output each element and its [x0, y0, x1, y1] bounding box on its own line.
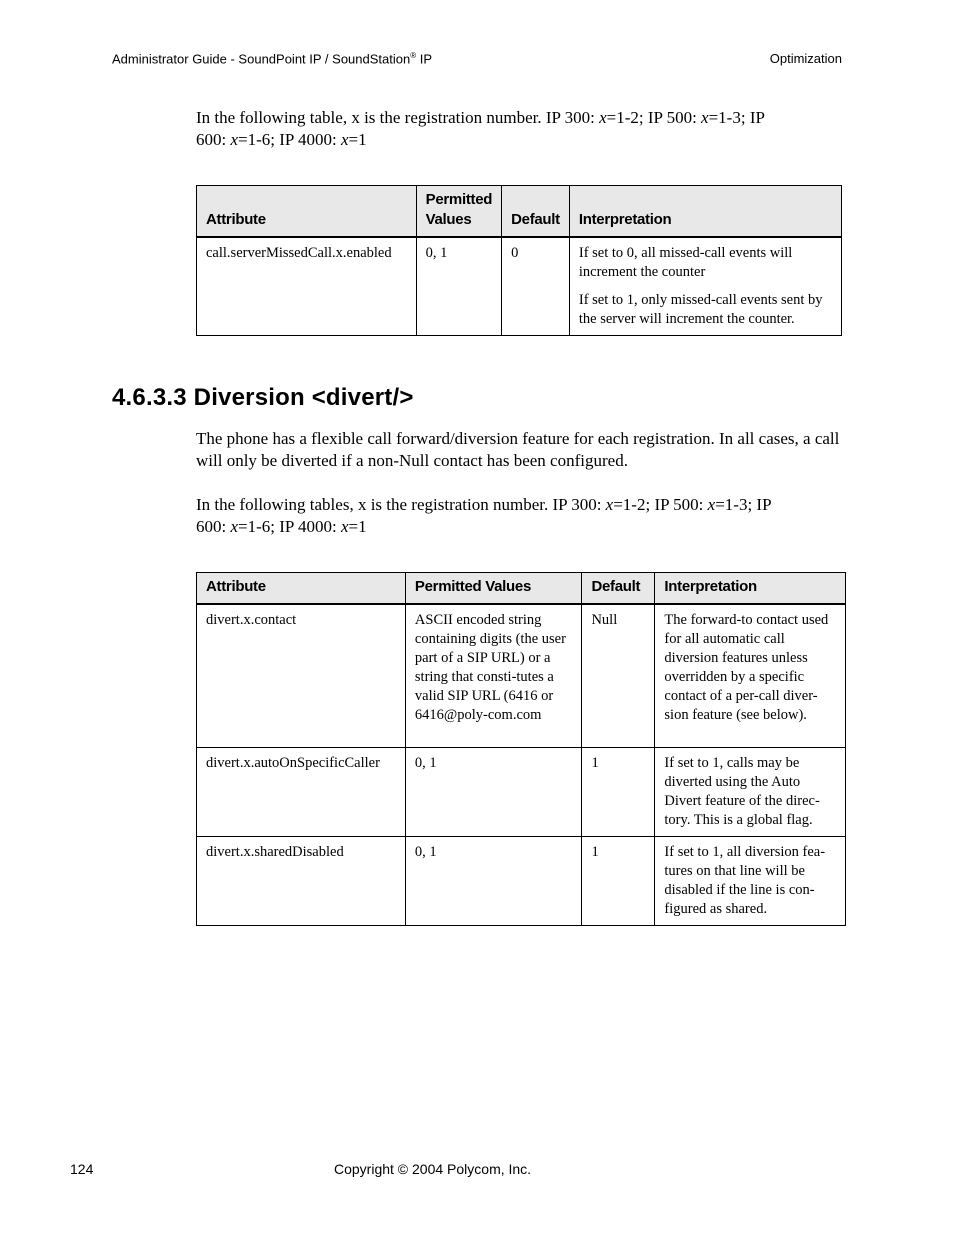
cell-interpretation: The forward-to contact used for all automatic call diversion features unless overridden by a specific contact of a per-call diver-sion feature (see below).	[655, 604, 846, 747]
body-paragraph: The phone has a flexible call forward/diversion feature for each registration. In all cases, a call will only be diverted if a non-Null contact has been configured.	[196, 429, 840, 470]
intro1-text: =1	[348, 130, 367, 149]
interpretation-line-1: If set to 0, all missed-call events will increment the counter	[578, 245, 793, 280]
intro2-text: =1-3; IP	[715, 495, 772, 514]
column-header-attribute: Attribute	[197, 186, 417, 238]
missed-call-attribute-table	[196, 185, 842, 336]
cell-interpretation: If set to 1, calls may be diverted using the Auto Divert feature of the direc-tory. This is a global flag.	[655, 747, 846, 836]
intro1-var: x	[701, 108, 709, 127]
table-header-row	[197, 573, 846, 605]
intro2-text: =1-6; IP 4000:	[238, 517, 341, 536]
cell-default: 0	[502, 237, 570, 336]
registered-mark: ®	[410, 51, 417, 60]
intro-paragraph-1	[196, 107, 846, 151]
intro-paragraph-2	[196, 494, 846, 538]
intro2-text: In the following tables, x is the registration number. IP 300:	[196, 495, 606, 514]
intro2-var: x	[707, 495, 716, 514]
cell-permitted-values: ASCII encoded string containing digits (the user part of a SIP URL) or a string that consti-tutes a valid SIP URL (6416 or 6416@poly-com.com	[405, 604, 582, 747]
cell-default: Null	[582, 604, 655, 747]
intro1-text: =1-2; IP 500:	[606, 108, 702, 127]
cell-permitted-values: 0, 1	[416, 237, 502, 336]
table-header-row	[197, 186, 842, 238]
cell-interpretation: If set to 1, all diversion fea-tures on that line will be disabled if the line is con-figured as shared.	[655, 836, 846, 925]
cell-attribute: call.serverMissedCall.x.enabled	[197, 237, 417, 336]
running-header-title	[112, 51, 432, 66]
page-number: 124	[70, 1161, 94, 1177]
cell-default: 1	[582, 836, 655, 925]
table-row	[197, 836, 846, 925]
header-title-text: Administrator Guide - SoundPoint IP / SoundStation	[112, 51, 411, 67]
intro2-text: 600:	[196, 517, 231, 536]
intro2-var: x	[340, 517, 349, 536]
cell-permitted-values: 0, 1	[405, 747, 582, 836]
intro2-var: x	[605, 495, 614, 514]
table-row	[197, 604, 846, 747]
column-header-interpretation: Interpretation	[569, 186, 841, 238]
intro1-var: x	[599, 108, 607, 127]
cell-default: 1	[582, 747, 655, 836]
intro2-text: =1-2; IP 500:	[613, 495, 708, 514]
cell-attribute: divert.x.sharedDisabled	[197, 836, 406, 925]
column-header-permitted-values: Permitted Values	[405, 573, 582, 605]
intro1-text: In the following table, x is the registration number. IP 300:	[196, 108, 600, 127]
intro2-text: =1	[348, 517, 367, 536]
intro1-text: =1-3; IP	[708, 108, 765, 127]
cell-attribute: divert.x.contact	[197, 604, 406, 747]
column-header-default: Default	[502, 186, 570, 238]
column-header-default: Default	[582, 573, 655, 605]
section-heading: 4.6.3.3 Diversion <divert/>	[112, 384, 414, 411]
cell-interpretation	[569, 237, 841, 336]
running-header-section: Optimization	[769, 51, 842, 66]
cell-attribute: divert.x.autoOnSpecificCaller	[197, 747, 406, 836]
intro1-text: =1-6; IP 4000:	[238, 130, 341, 149]
interpretation-line-2: If set to 1, only missed-call events sent by the server will increment the counter.	[578, 292, 823, 327]
column-header-attribute: Attribute	[197, 573, 406, 605]
copyright-notice: Copyright © 2004 Polycom, Inc.	[334, 1161, 532, 1177]
intro1-var: x	[230, 130, 239, 149]
header-title-suffix: IP	[416, 51, 433, 67]
divert-attribute-table	[196, 572, 846, 926]
intro2-var: x	[230, 517, 239, 536]
intro1-var: x	[340, 130, 349, 149]
column-header-interpretation: Interpretation	[655, 573, 846, 605]
column-header-permitted-values: Permitted Values	[416, 186, 502, 238]
table-row	[197, 747, 846, 836]
intro1-text: 600:	[196, 130, 231, 149]
table-row	[197, 237, 842, 336]
cell-permitted-values: 0, 1	[405, 836, 582, 925]
